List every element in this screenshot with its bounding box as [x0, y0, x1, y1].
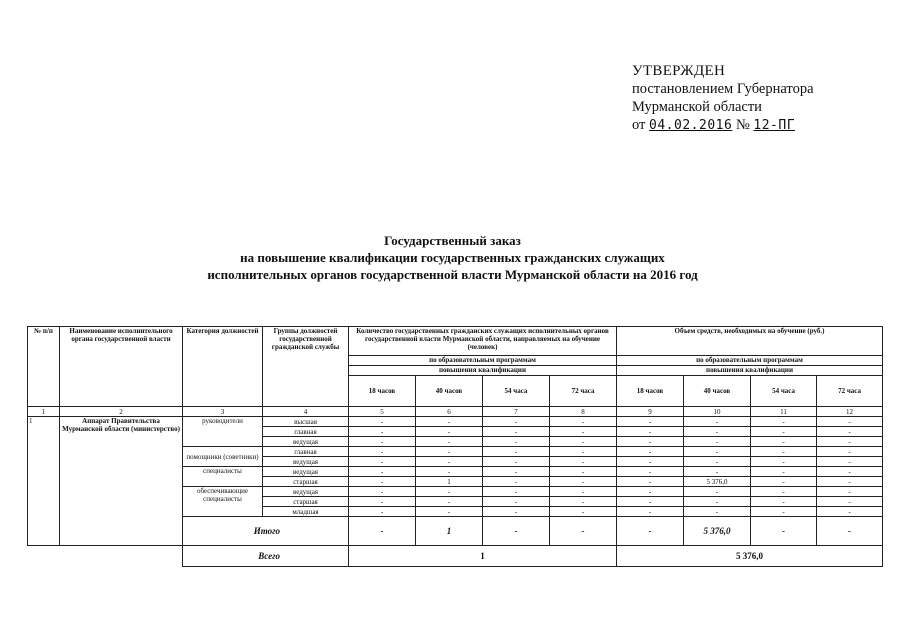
org-name: Аппарат Правительства Мурманской области (министерство)	[60, 417, 183, 546]
value-cell: -	[349, 477, 416, 487]
grand-total-count: 1	[349, 546, 617, 567]
title-line-1: Государственный заказ	[384, 233, 521, 248]
total-value: -	[550, 517, 617, 546]
value-cell: -	[349, 437, 416, 447]
value-cell: -	[349, 507, 416, 517]
value-cell: -	[349, 457, 416, 467]
value-cell: -	[483, 417, 550, 427]
column-number: 11	[751, 407, 817, 417]
header-hours: 54 часа	[483, 376, 550, 407]
value-cell: -	[617, 437, 684, 447]
value-cell: -	[751, 417, 817, 427]
total-label: Итого	[183, 517, 349, 546]
category-specialists: специалисты	[183, 467, 263, 487]
header-org: Наименование исполнительного органа государственной власти	[60, 327, 183, 407]
value-cell: -	[483, 427, 550, 437]
column-number: 1	[28, 407, 60, 417]
header-hours: 72 часа	[550, 376, 617, 407]
value-cell: -	[684, 507, 751, 517]
value-cell: -	[550, 507, 617, 517]
number-prefix: №	[735, 117, 750, 133]
approval-heading: УТВЕРЖДЕН	[632, 63, 726, 79]
value-cell: -	[416, 507, 483, 517]
value-cell: -	[817, 497, 883, 507]
grand-total-label: Всего	[183, 546, 349, 567]
value-cell: -	[617, 477, 684, 487]
value-cell: -	[550, 427, 617, 437]
column-number: 3	[183, 407, 263, 417]
row-number: 1	[28, 417, 60, 546]
value-cell: -	[617, 507, 684, 517]
grand-total-funds: 5 376,0	[617, 546, 883, 567]
header-programs-count: по образовательным программам	[349, 356, 617, 366]
value-cell: -	[617, 497, 684, 507]
approval-line-1: постановлением Губернатора	[632, 81, 814, 97]
header-qualification-funds: повышения квалификации	[617, 366, 883, 376]
table-row	[28, 417, 883, 427]
header-hours: 40 часов	[416, 376, 483, 407]
total-value: -	[617, 517, 684, 546]
document-title	[0, 232, 905, 283]
value-cell: -	[684, 457, 751, 467]
value-cell: 1	[416, 477, 483, 487]
value-cell: -	[483, 457, 550, 467]
value-cell: -	[416, 487, 483, 497]
group-cell: младшая	[263, 507, 349, 517]
header-funds: Объем средств, необходимых на обучение (руб.)	[617, 327, 883, 356]
value-cell: -	[817, 507, 883, 517]
column-number-row	[28, 407, 883, 417]
group-cell: ведущая	[263, 437, 349, 447]
value-cell: -	[416, 497, 483, 507]
group-cell: ведущая	[263, 457, 349, 467]
value-cell: -	[751, 457, 817, 467]
total-value: -	[817, 517, 883, 546]
column-number: 8	[550, 407, 617, 417]
value-cell: -	[684, 437, 751, 447]
value-cell: -	[349, 497, 416, 507]
value-cell: -	[550, 457, 617, 467]
header-hours: 54 часа	[751, 376, 817, 407]
value-cell: -	[751, 447, 817, 457]
header-group: Группы должностей государственной гражданской службы	[263, 327, 349, 407]
header-hours: 18 часов	[349, 376, 416, 407]
value-cell: -	[817, 437, 883, 447]
column-number: 12	[817, 407, 883, 417]
value-cell: -	[817, 427, 883, 437]
value-cell: -	[817, 477, 883, 487]
value-cell: 5 376,0	[684, 477, 751, 487]
column-number: 4	[263, 407, 349, 417]
group-cell: главная	[263, 447, 349, 457]
value-cell: -	[684, 497, 751, 507]
header-num: № п/п	[28, 327, 60, 407]
order-table	[27, 326, 883, 567]
value-cell: -	[751, 477, 817, 487]
value-cell: -	[817, 467, 883, 477]
value-cell: -	[349, 447, 416, 457]
value-cell: -	[751, 497, 817, 507]
value-cell: -	[817, 487, 883, 497]
value-cell: -	[617, 417, 684, 427]
total-value: -	[483, 517, 550, 546]
approval-block	[632, 62, 892, 135]
grand-total-row	[28, 546, 883, 567]
value-cell: -	[483, 497, 550, 507]
header-programs-funds: по образовательным программам	[617, 356, 883, 366]
total-value: -	[751, 517, 817, 546]
title-line-3: исполнительных органов государственной власти Мурманской области на 2016 год	[207, 267, 698, 282]
column-number: 7	[483, 407, 550, 417]
value-cell: -	[684, 467, 751, 477]
date-prefix: от	[632, 117, 646, 133]
value-cell: -	[550, 447, 617, 457]
total-value: 1	[416, 517, 483, 546]
approval-number: 12-ПГ	[753, 118, 796, 133]
value-cell: -	[684, 427, 751, 437]
value-cell: -	[684, 487, 751, 497]
column-number: 10	[684, 407, 751, 417]
value-cell: -	[483, 437, 550, 447]
value-cell: -	[483, 487, 550, 497]
header-hours: 72 часа	[817, 376, 883, 407]
group-cell: ведущая	[263, 487, 349, 497]
approval-line-2: Мурманской области	[632, 99, 762, 115]
value-cell: -	[550, 437, 617, 447]
value-cell: -	[416, 427, 483, 437]
group-cell: старшая	[263, 497, 349, 507]
group-cell: ведущая	[263, 467, 349, 477]
value-cell: -	[550, 477, 617, 487]
value-cell: -	[617, 467, 684, 477]
value-cell: -	[349, 487, 416, 497]
value-cell: -	[483, 477, 550, 487]
value-cell: -	[617, 457, 684, 467]
grand-total-spacer	[28, 546, 183, 567]
header-count: Количество государственных гражданских служащих исполнительных органов государственной власти Мурманской области, направляемых на обучение (человек)	[349, 327, 617, 356]
value-cell: -	[550, 467, 617, 477]
total-value: 5 376,0	[684, 517, 751, 546]
header-hours: 40 часов	[684, 376, 751, 407]
header-category: Категория должностей	[183, 327, 263, 407]
group-cell: главная	[263, 427, 349, 437]
value-cell: -	[483, 447, 550, 457]
value-cell: -	[550, 487, 617, 497]
value-cell: -	[617, 447, 684, 457]
value-cell: -	[751, 467, 817, 477]
value-cell: -	[416, 467, 483, 477]
value-cell: -	[483, 467, 550, 477]
value-cell: -	[684, 447, 751, 457]
value-cell: -	[817, 447, 883, 457]
category-assistants: помощники (советники)	[183, 447, 263, 467]
value-cell: -	[751, 437, 817, 447]
value-cell: -	[751, 487, 817, 497]
category-leaders: руководители	[183, 417, 263, 447]
value-cell: -	[349, 417, 416, 427]
column-number: 6	[416, 407, 483, 417]
value-cell: -	[550, 497, 617, 507]
value-cell: -	[817, 417, 883, 427]
value-cell: -	[684, 417, 751, 427]
value-cell: -	[817, 457, 883, 467]
value-cell: -	[550, 417, 617, 427]
value-cell: -	[416, 457, 483, 467]
column-number: 2	[60, 407, 183, 417]
title-line-2: на повышение квалификации государственных гражданских служащих	[240, 250, 665, 265]
column-number: 9	[617, 407, 684, 417]
value-cell: -	[617, 427, 684, 437]
value-cell: -	[416, 417, 483, 427]
category-support: обеспечивающие специалисты	[183, 487, 263, 517]
approval-date-line	[632, 116, 892, 135]
total-value: -	[349, 517, 416, 546]
value-cell: -	[751, 427, 817, 437]
header-qualification-count: повышения квалификации	[349, 366, 617, 376]
value-cell: -	[416, 447, 483, 457]
value-cell: -	[349, 467, 416, 477]
value-cell: -	[416, 437, 483, 447]
header-hours: 18 часов	[617, 376, 684, 407]
value-cell: -	[617, 487, 684, 497]
approval-date: 04.02.2016	[649, 118, 733, 133]
column-number: 5	[349, 407, 416, 417]
value-cell: -	[349, 427, 416, 437]
group-cell: старшая	[263, 477, 349, 487]
value-cell: -	[751, 507, 817, 517]
value-cell: -	[483, 507, 550, 517]
group-cell: высшая	[263, 417, 349, 427]
